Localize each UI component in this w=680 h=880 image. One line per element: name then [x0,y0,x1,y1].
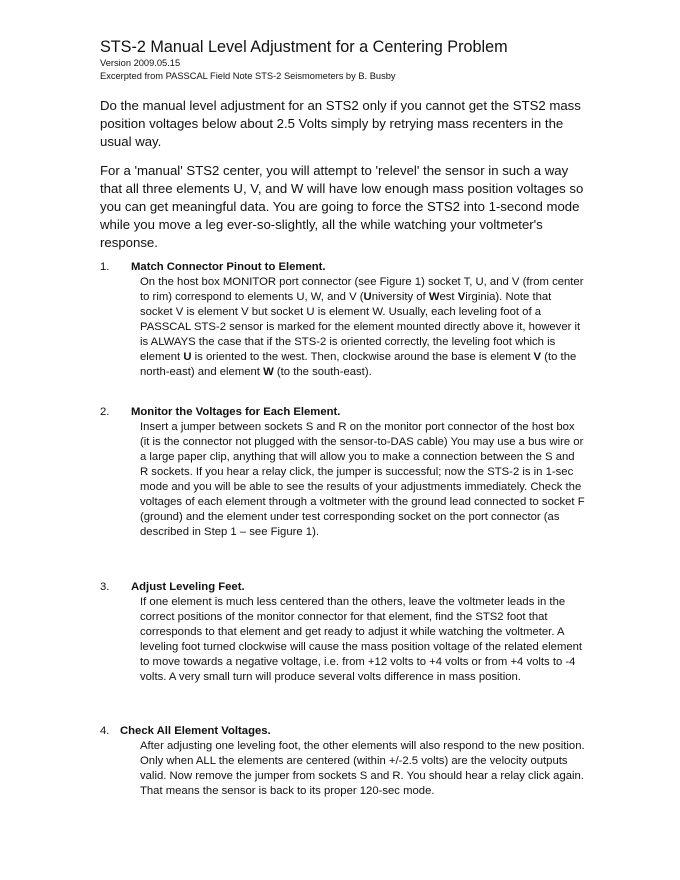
section-1-text-g: (to the south-east). [273,366,372,378]
section-1-bold-w2: W [263,366,274,378]
section-1-number: 1. [100,261,110,273]
section-3-body: If one element is much less centered than the others, leave the voltmeter leads in the correct positions of the monitor connector for that element, find the STS2 foot that corresponds to that element and get ready to adjust it while watching the voltmeter. A leveling foot turned clockwise will cause the mass position voltage of the related element to move towards a negative voltage, i.e. from +12 volts to +4 volts or from +4 volts to -4 volts. A very small turn will produce several volts difference in mass position. [140,596,583,683]
section-1-text-e: is oriented to the west. Then, clockwise around the base is element [191,351,534,363]
section-1-heading [100,260,590,275]
section-4-body: After adjusting one leveling foot, the other elements will also respond to the new position. Only when ALL the elements are centered (within +/-2.5 volts) are the velocity outputs valid. Now remove the jumper from sockets S and R. You should hear a relay click again. That means the sensor is back to its proper 120-sec mode. [140,740,585,797]
section-1 [100,260,590,380]
section-1-text-c: est [439,291,458,303]
excerpt-line: Excerpted from PASSCAL Field Note STS-2 Seismometers by B. Busby [100,70,396,81]
section-4-heading [100,724,590,739]
section-1-bold-u: U [363,291,372,303]
document-title: STS-2 Manual Level Adjustment for a Centering Problem [100,38,508,56]
section-1-text-f: (to the north-east) and element [140,351,577,378]
section-3-number: 3. [100,581,110,593]
section-3-title: Adjust Leveling Feet. [131,581,245,593]
section-1-bold-w: W [428,291,440,303]
section-1-bold-v: V [457,291,466,303]
document-page [100,37,590,797]
intro-paragraph-2: For a 'manual' STS2 center, you will attempt to 'relevel' the sensor in such a way that all three elements U, V, and W will have low enough mass position voltages so you can get meaningful data. You are going to force the STS2 into 1-second mode while you move a leg ever-so-slightly, all the while watching your voltmeter's response. [100,163,584,250]
section-1-body [140,275,585,380]
section-1-bold-u2: U [183,351,192,363]
section-2-number: 2. [100,406,110,418]
section-1-text-d: irginia). Note that socket V is element V but socket U is element W. Usually, each leveling foot of a PASSCAL STS-2 sensor is marked for the element mounted directly above it, however it is ALWAYS the case that if the STS-2 is oriented correctly, the leveling foot which is element [140,291,581,363]
section-2-heading [100,405,590,420]
section-3-heading [100,580,590,595]
version-line: Version 2009.05.15 [100,58,181,68]
section-2 [100,405,590,540]
section-1-title: Match Connector Pinout to Element. [131,261,326,273]
section-3 [100,580,590,685]
section-4-number: 4. [100,725,110,737]
section-1-text-b: niversity of [371,291,429,303]
section-1-bold-v2: V [533,351,542,363]
section-1-text-a: On the host box MONITOR port connector (see Figure 1) socket T, U, and V (from center to rim) correspond to elements U, W, and V ( [140,276,584,303]
intro-paragraph-1: Do the manual level adjustment for an STS2 only if you cannot get the STS2 mass position voltages below about 2.5 Volts simply by retrying mass recenters in the usual way. [100,98,581,149]
section-4-title: Check All Element Voltages. [120,725,271,737]
section-2-body: Insert a jumper between sockets S and R on the monitor port connector of the host box (it is the connector not plugged with the sensor-to-DAS cable) You may use a bus wire or a large paper clip, anything that will allow you to make a connection between the S and R sockets. If you hear a relay click, the jumper is successful; now the STS-2 is in 1-sec mode and you will be able to see the results of your adjustments immediately. Check the voltages of each element through a voltmeter with the ground lead connected to socket F (ground) and the element under test corresponding socket on the port connector (as described in Step 1 – see Figure 1). [140,421,585,538]
section-2-title: Monitor the Voltages for Each Element. [131,406,341,418]
section-4 [100,724,590,799]
